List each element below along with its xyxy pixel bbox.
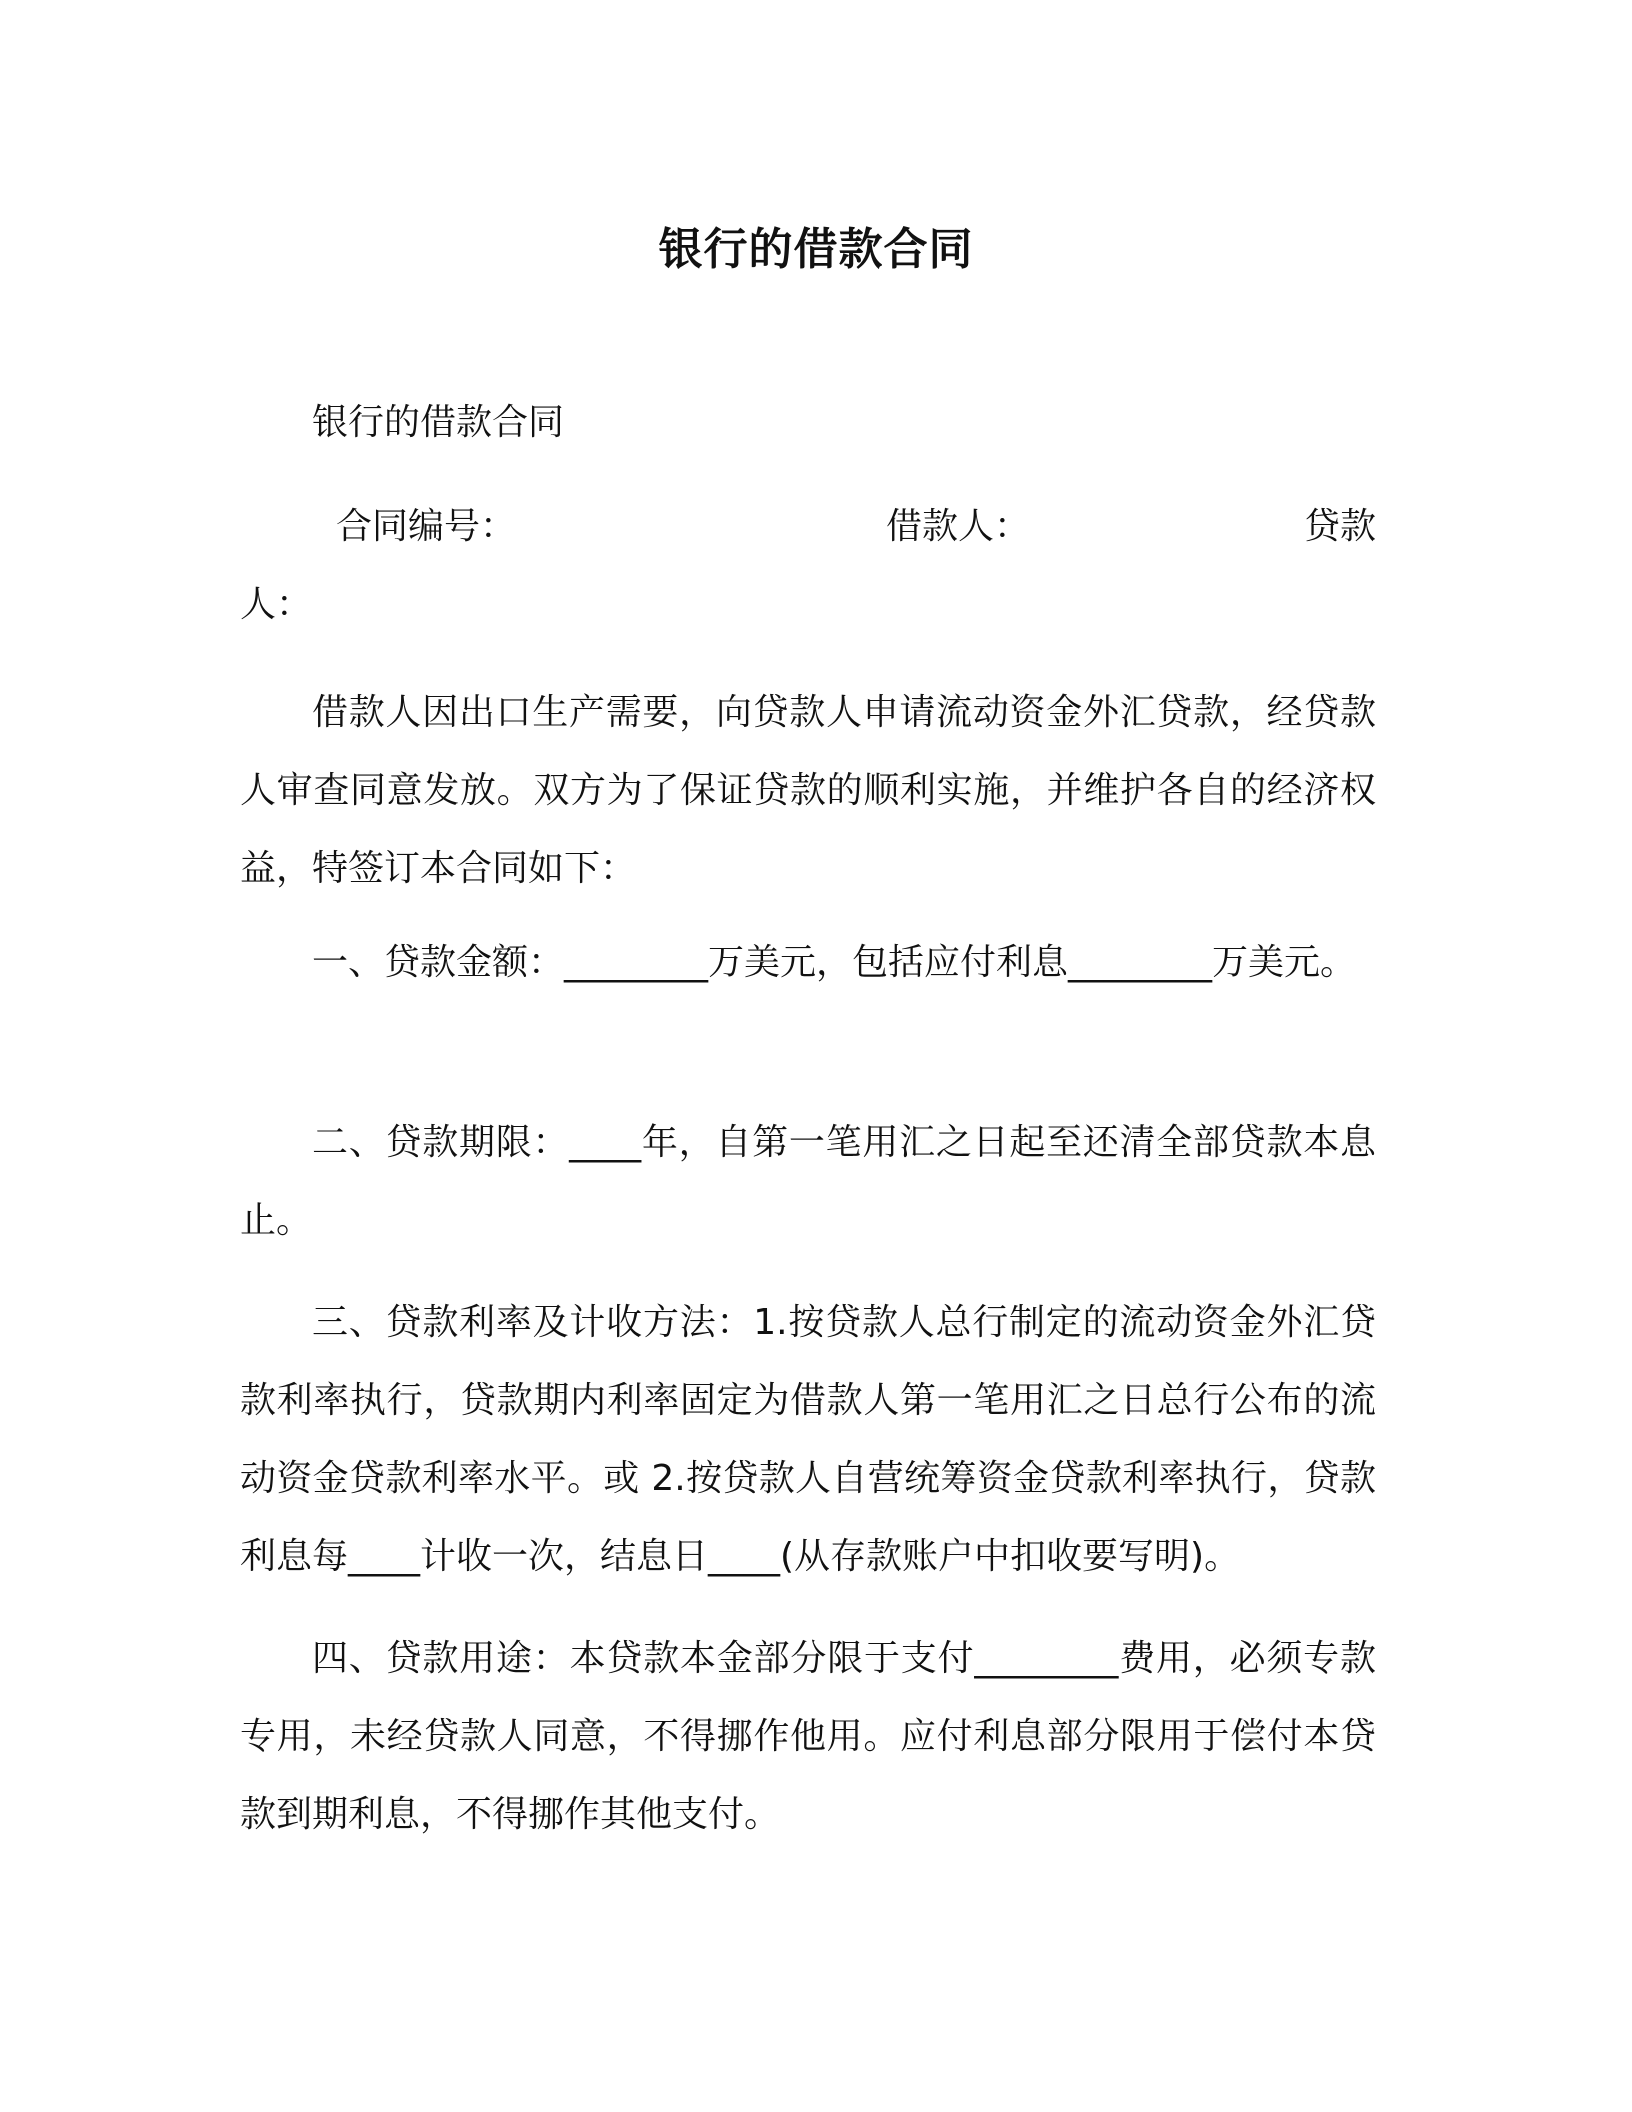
borrower-label: 借款人： [886, 506, 1031, 547]
clause-4-block [240, 1620, 1376, 1854]
lender-label-part2: 人： [240, 584, 313, 625]
clause-1-loan-amount: 一、贷款金额：________万美元，包括应付利息________万美元。 [312, 942, 1357, 983]
clause-3-block [240, 1284, 1376, 1596]
contract-number-label: 合同编号： [336, 506, 517, 547]
contract-header-line [240, 488, 1376, 566]
contract-header [240, 488, 1376, 644]
clause-4-loan-purpose: 四、贷款用途：本贷款本金部分限于支付________费用，必须专款专用，未经贷款人同意，不得挪作他用。应付利息部分限用于偿付本贷款到期利息，不得挪作其他支付。 [240, 1638, 1376, 1835]
document-title: 银行的借款合同 [658, 224, 974, 275]
document-subtitle-block [240, 384, 1376, 462]
lender-label-part1: 贷款 [1303, 506, 1376, 547]
clause-2-block [240, 1104, 1376, 1260]
intro-paragraph: 借款人因出口生产需要，向贷款人申请流动资金外汇贷款，经贷款人审查同意发放。双方为了保证贷款的顺利实施，并维护各自的经济权益，特签订本合同如下： [240, 692, 1376, 889]
clause-2-loan-term: 二、贷款期限：____年，自第一笔用汇之日起至还清全部贷款本息止。 [240, 1122, 1376, 1241]
intro-block [240, 674, 1376, 908]
clause-3-interest-rate: 三、贷款利率及计收方法：1.按贷款人总行制定的流动资金外汇贷款利率执行，贷款期内利率固定为借款人第一笔用汇之日总行公布的流动资金贷款利率水平。或 2.按贷款人自营统筹资金贷款利率执行，贷款利息每____计收一次，结息日____(从存款账户中扣收要写明)。 [240, 1302, 1376, 1577]
document-subtitle: 银行的借款合同 [312, 402, 565, 443]
clause-1-block [240, 924, 1376, 1002]
